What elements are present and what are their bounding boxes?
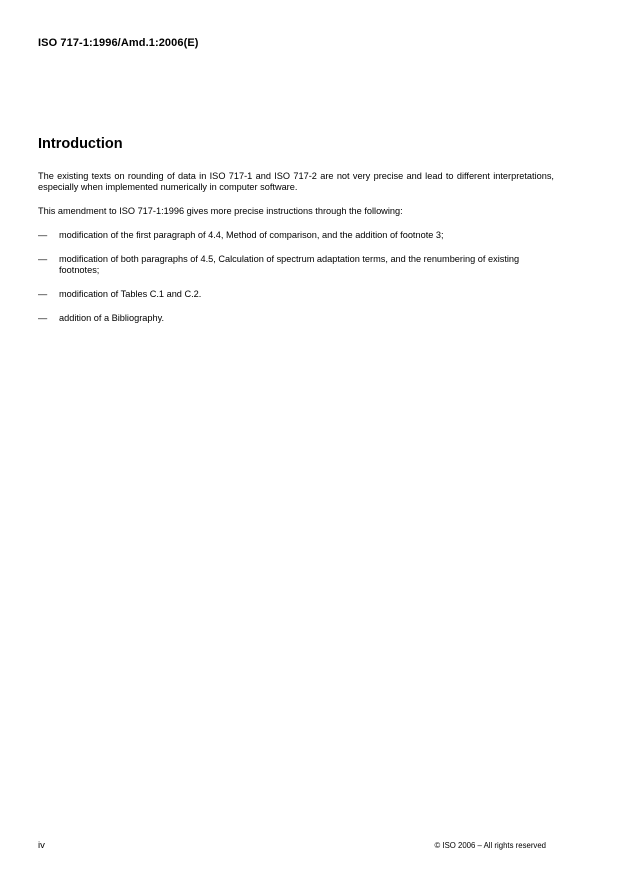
amendment-list	[38, 230, 554, 324]
section-title: Introduction	[38, 136, 123, 152]
list-dash: —	[38, 313, 48, 323]
list-item	[38, 254, 554, 276]
list-dash: —	[38, 254, 48, 264]
intro-paragraph-2: This amendment to ISO 717-1:1996 gives more precise instructions through the following:	[38, 206, 403, 216]
list-item-text: modification of Tables C.1 and C.2.	[59, 289, 202, 299]
list-dash: —	[38, 289, 48, 299]
list-item-text: modification of the first paragraph of 4.4, Method of comparison, and the addition of footnote 3;	[59, 230, 444, 240]
list-item-text: modification of both paragraphs of 4.5, Calculation of spectrum adaptation terms, and the renumbering of existing footnotes;	[59, 254, 520, 275]
document-identifier: ISO 717-1:1996/Amd.1:2006(E)	[38, 37, 199, 49]
list-dash: —	[38, 230, 48, 240]
list-item-text: addition of a Bibliography.	[59, 313, 165, 323]
list-item	[38, 289, 554, 300]
page-number: iv	[38, 840, 45, 851]
intro-paragraph-1: The existing texts on rounding of data in ISO 717-1 and ISO 717-2 are not very precise and lead to different interpretations, especially when implemented numerically in computer software.	[38, 171, 554, 192]
list-item	[38, 313, 554, 324]
copyright-notice: © ISO 2006 – All rights reserved	[434, 841, 546, 850]
list-item	[38, 230, 554, 241]
